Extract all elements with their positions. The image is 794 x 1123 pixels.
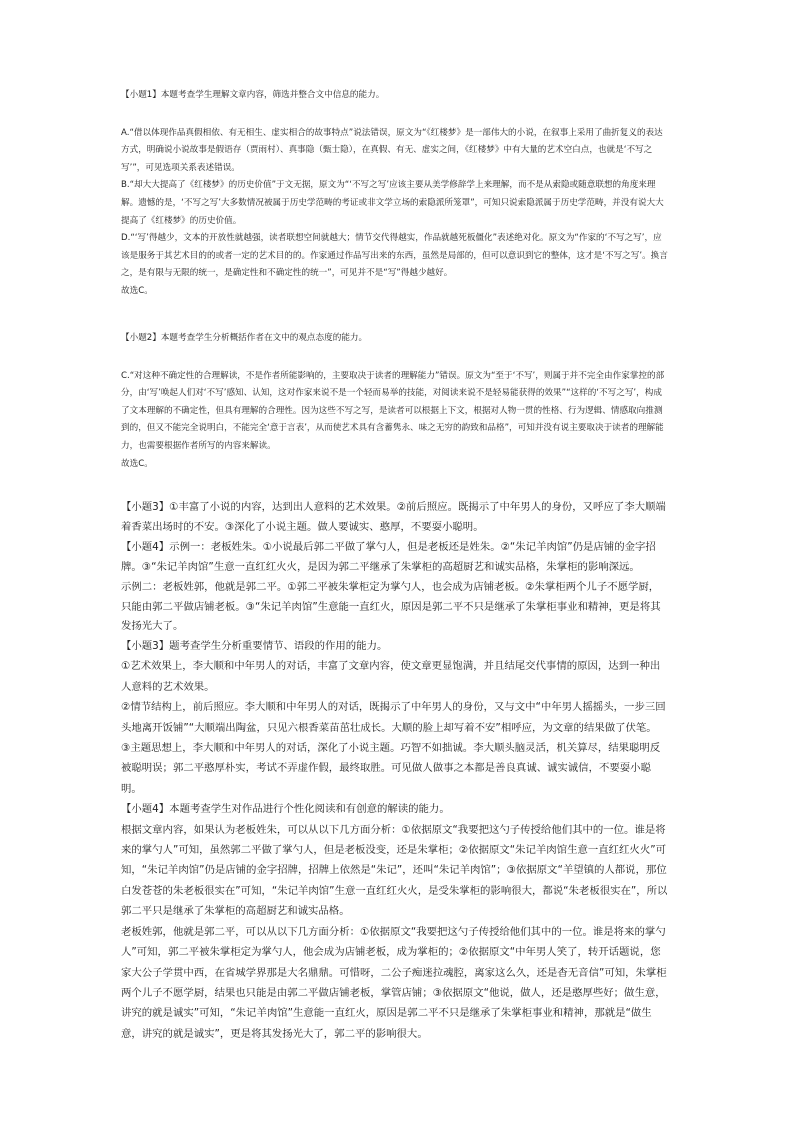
answer-line: 故选C。 bbox=[121, 285, 153, 296]
question-4-heading: 【小题4】本题考查学生对作品进行个性化阅读和有创意的解读的能力。 bbox=[121, 803, 450, 816]
option-b-analysis: B.“却大大提高了《红楼梦》的历史价值”于文无据，原文为“‘不写之写’应该主要从美学修辞学上来理解，而不是从索隐或随意联想的角度来理解。遗憾的是，‘不写之写’大多数情况被属于历史学范畴的考证或非文学立场的索隐派所笼罩”，可知只说索隐派属于历史学范畴，并没有说大大提高了《红楼梦》的历史价值。 bbox=[121, 180, 664, 226]
option-a-analysis: A.“借以体现作品真假相依、有无相生、虚实相合的故事特点”说法错误，原文为“《红楼梦》是一部伟大的小说，在叙事上采用了曲折复义的表达方式，明确说小说故事是假语存（贾雨村）、真事隐（甄士隐），在真假、有无、虚实之间，《红楼梦》中有大量的艺术空白点，也就是‘不写之写’”，可见选项关系表述错误。 bbox=[121, 127, 663, 173]
section-heading: 【小题1】本题考查学生理解文章内容，筛选并整合文中信息的能力。 bbox=[121, 90, 385, 100]
answer-line: 故选C。 bbox=[121, 458, 153, 469]
question-4-example-2: 示例二：老板姓郭，他就是郭二平。①郭二平被朱掌柜定为掌勺人，也会成为店铺老板。②朱掌柜两个儿子不愿学厨，只能由郭二平做店铺老板。③“朱记羊肉馆”生意能一直红火，原因是郭二平不只是继承了朱掌柜事业和精神，更是将其发扬光大了。 bbox=[121, 580, 661, 633]
question-2-analysis bbox=[121, 330, 669, 473]
question-3-answer: 【小题3】①丰富了小说的内容，达到出人意料的艺术效果。②前后照应。既揭示了中年男人的身份，又呼应了李大顺端着香菜出场时的不安。③深化了小说主题。做人要诚实、憨厚，不要耍小聪明。 bbox=[121, 501, 666, 533]
option-c-analysis: C.“对这种不确定性的合理解读，不是作者所能影响的，主要取决于读者的理解能力”错误。原文为“至于‘不写’，则属于并不完全由作家掌控的部分，由‘写’唤起人们对‘不写’感知、认知，这对作家来说不是一个轻而易举的技能，对阅读来说不是轻易能获得的效果”“这样的‘不写之写’，构成了文本理解的不确定性，但具有理解的合理性。因为这些不写之写，是读者可以根据上下文，根据对人物一贯的性格、行为逻辑、情感取向推测到的，但又不能完全说明白，不能完全‘意于言表’，从而使艺术具有含蓄隽永、味之无穷的韵致和品格”，可知并没有说主要取决于读者的理解能力，也需要根据作者所写的内容来解读。 bbox=[121, 370, 665, 451]
analysis-point-1: ①艺术效果上，李大顺和中年男人的对话，丰富了文章内容，使文章更显饱满，并且结尾交代事情的原因，达到一种出人意料的艺术效果。 bbox=[121, 660, 661, 693]
questions-3-4-analysis bbox=[121, 636, 669, 1044]
boss-guo-analysis: 老板姓郭，他就是郭二平，可以从以下几方面分析：①依据原文“我要把这勺子传授给他们其中的一位。谁是将来的掌勺人”可知，郭二平被朱掌柜定为掌勺人，他会成为店铺老板，成为掌柜的；②依据原文“中年男人笑了，转开话题说，您家大公子学贯中西，在省城学界那是大名鼎鼎。可惜呀，二公子痴迷拉魂腔，离家这么久，还是杳无音信”可知，朱掌柜两个儿子不愿学厨，结果也只能是由郭二平做店铺老板，掌管店铺；③依据原文“他说，做人，还是憨厚些好；做生意，讲究的就是诚实”可知，“朱记羊肉馆”生意能一直红火，原因是郭二平不只是继承了朱掌柜事业和精神，那就是“做生意，讲究的就是诚实”，更是将其发扬光大了，郭二平的影响很大。 bbox=[121, 925, 667, 1040]
section-heading: 【小题2】本题考查学生分析概括作者在文中的观点态度的能力。 bbox=[121, 333, 368, 343]
boss-zhu-analysis: 根据文章内容，如果认为老板姓朱，可以从以下几方面分析：①依据原文“我要把这勺子传授给他们其中的一位。谁是将来的掌勺人”可知，虽然郭二平做了掌勺人，但是老板没变，还是朱掌柜；②依据原文“朱记羊肉馆生意一直红红火火”可知，“朱记羊肉馆”仍是店铺的金字招牌，招牌上依然是“朱记”，还叫“朱记羊肉馆”；③依据原文“羊望镇的人都说，那位白发苍苍的朱老板很实在”可知，“朱记羊肉馆”生意一直红红火火，是受朱掌柜的影响很大，都说“朱老板很实在”，所以郭二平只是继承了朱掌柜的高超厨艺和诚实品格。 bbox=[121, 823, 668, 918]
option-d-analysis: D.“‘写’得越少，文本的开放性就越强，读者联想空间就越大；情节交代得越实，作品就越死板僵化”表述绝对化。原文为“作家的‘不写之写’，应该是服务于其艺术目的的或者一定的艺术目的的。作家通过作品写出来的东西，虽然是局部的，但可以意识到它的整体，这才是‘不写之写’。换言之，是有限与无限的统一，是确定性和不确定性的统一”，可见并不是“写”得越少越好。 bbox=[121, 233, 668, 279]
question-1-analysis bbox=[121, 87, 669, 301]
question-3-heading: 【小题3】题考查学生分析重要情节、语段的作用的能力。 bbox=[121, 640, 388, 652]
analysis-point-3: ③主题思想上，李大顺和中年男人的对话，深化了小说主题。巧智不如拙诚。李大顺头脑灵活，机关算尽，结果聪明反被聪明误；郭二平憨厚朴实，考试不弄虚作假，最终取胜。可见做人做事之本都是善良真诚、诚实诚信，不要耍小聪明。 bbox=[121, 742, 661, 795]
analysis-point-2: ②情节结构上，前后照应。李大顺和中年男人的对话，既揭示了中年男人的身份，又与文中“中年男人摇摇头，一步三回头地离开饭铺”“大顺端出陶盆，只见六根香菜苗茁壮成长。大顺的脸上却写着不安”相呼应，为文章的结果做了伏笔。 bbox=[121, 701, 666, 734]
question-4-example-1: 【小题4】示例一：老板姓朱。①小说最后郭二平做了掌勺人，但是老板还是姓朱。②“朱记羊肉馆”仍是店铺的金字招牌。③“朱记羊肉馆”生意一直红红火火，是因为郭二平继承了朱掌柜的高超厨艺和诚实品格，朱掌柜的影响深远。 bbox=[121, 540, 656, 573]
questions-3-4-answers bbox=[121, 498, 669, 637]
